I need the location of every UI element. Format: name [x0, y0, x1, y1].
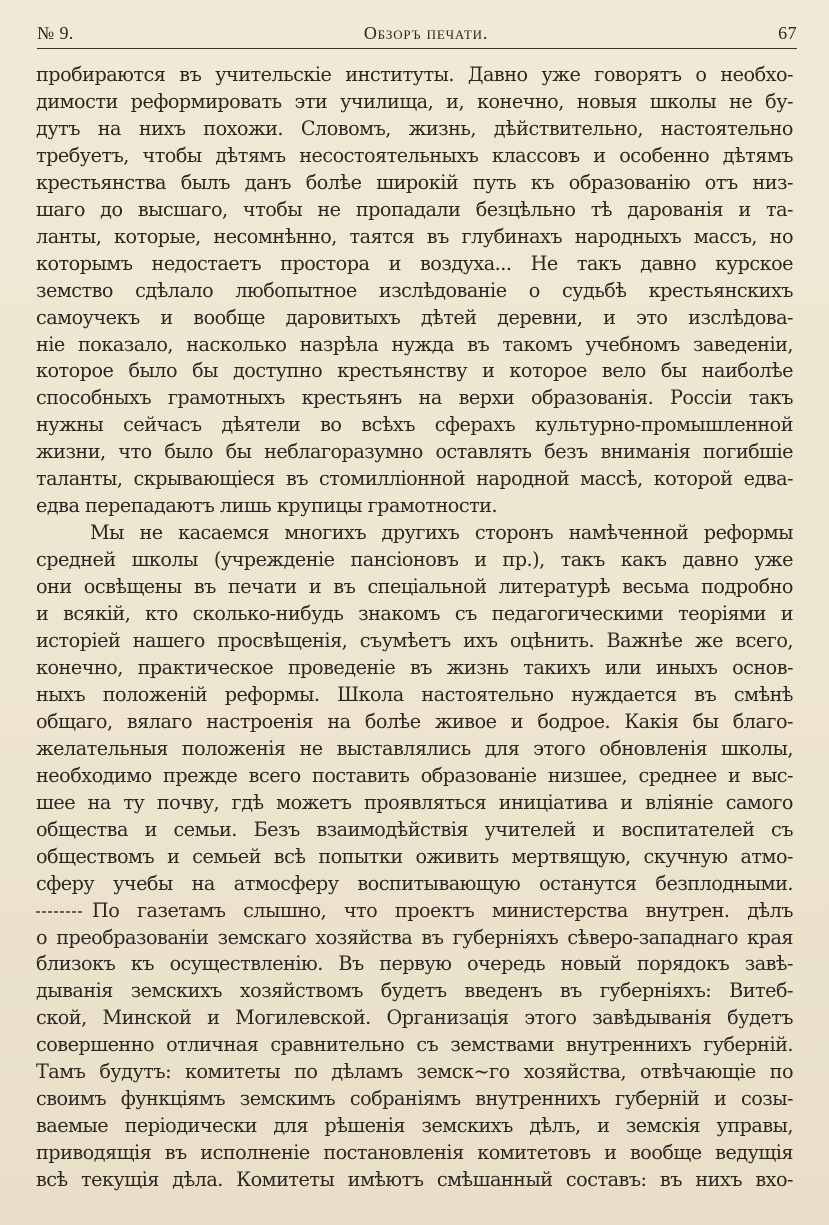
text-line: общаго, вялаго настроенія на болѣе живое и бодрое. Какія бы благо- [36, 709, 793, 733]
text-line: сферу учебы на атмосферу воспитывающую останутся безплодными. [36, 871, 793, 895]
text-line: и всякій, кто сколько-нибудь знакомъ съ педагогическими теоріями и [36, 602, 793, 626]
text-line: своимъ функціямъ земскимъ собраніямъ внутреннихъ губерній и созы- [36, 1087, 793, 1111]
text-line: нужны сейчасъ дѣятели во всѣхъ сферахъ культурно-промышленной [36, 413, 793, 437]
text-line: ланты, которые, несомнѣнно, таятся въ глубинахъ народныхъ массъ, но [36, 224, 793, 248]
text-line: ской, Минской и Могилевской. Организація этого завѣдыванія будетъ [36, 1006, 793, 1030]
text-line: совершенно отличная сравнительно съ земствами внутреннихъ губерній. [36, 1033, 793, 1057]
text-line: о преобразованіи земскаго хозяйства въ губерніяхъ сѣверо-западнаго края [36, 925, 793, 949]
text-line: общества и семьи. Безъ взаимодѣйствія учителей и воспитателей съ [36, 817, 793, 841]
text-line: которое было бы доступно крестьянству и которое вело бы наиболѣе [36, 359, 793, 383]
running-title: Обзоръ печати. [363, 23, 489, 43]
text-line: всѣ текущія дѣла. Комитеты имѣютъ смѣшанный составъ: въ нихъ вхо- [36, 1168, 793, 1192]
text-line: пробираются въ учительскіе институты. Давно уже говорятъ о необхо- [36, 63, 793, 86]
text-line: шаго до высшаго, чтобы не пропадали безцѣльно тѣ дарованія и та- [36, 197, 793, 221]
text-line: желательныя положенія не выставлялись для этого обновленія школы, [36, 736, 793, 760]
text-line: требуетъ, чтобы дѣтямъ несостоятельныхъ классовъ и особенно дѣтямъ [36, 143, 793, 167]
text-line: близокъ къ осуществленію. Въ первую очередь новый порядокъ завѣ- [36, 952, 793, 976]
text-line: дутъ на нихъ похожи. Словомъ, жизнь, дѣйствительно, настоятельно [36, 116, 793, 140]
text-line: таланты, скрывающіеся въ стомилліонной народной массѣ, которой едва- [36, 467, 793, 491]
paragraph-first-line: Мы не касаемся многихъ другихъ сторонъ намѣченной реформы [90, 521, 793, 545]
text-line: крестьянства былъ данъ болѣе широкій путь къ образованію отъ низ- [36, 170, 793, 194]
issue-number: № 9. [37, 23, 74, 43]
text-line: способныхъ грамотныхъ крестьянъ на верхи образованія. Россіи такъ [36, 386, 793, 410]
separator-dash [36, 911, 82, 913]
text-line: шее на ту почву, гдѣ можетъ проявляться иниціатива и вліяніе самого [36, 790, 793, 814]
text-line: которымъ недостаетъ простора и воздуха... Не такъ давно курское [36, 251, 793, 275]
text-line: необходимо прежде всего поставить образованіе низшее, среднее и выс- [36, 763, 793, 787]
text-line: самоучекъ и вообще даровитыхъ дѣтей деревни, и это изслѣдова- [36, 305, 793, 329]
text-line: дыванія земскихъ хозяйствомъ будетъ введенъ въ губерніяхъ: Витеб- [36, 979, 793, 1003]
page-number: 67 [778, 23, 797, 43]
news-item-lead: По газетамъ слышно, что проектъ министерства внутрен. дѣлъ [92, 898, 793, 922]
body-text [36, 62, 793, 1194]
text-line: ваемые періодически для рѣшенія земскихъ дѣлъ, и земскія управы, [36, 1114, 793, 1138]
text-line: ныхъ положеній реформы. Школа настоятельно нуждается въ смѣнѣ [36, 682, 793, 706]
page-header [37, 14, 797, 49]
text-line: димости реформировать эти училища, и, конечно, новыя школы не бу- [36, 89, 793, 113]
text-line: конечно, практическое проведеніе въ жизнь такихъ или иныхъ основ- [36, 655, 793, 679]
text-line: они освѣщены въ печати и въ спеціальной литературѣ весьма подробно [36, 575, 793, 599]
text-line: земство сдѣлало любопытное изслѣдованіе о судьбѣ крестьянскихъ [36, 278, 793, 302]
news-item-first-line [36, 898, 793, 925]
text-line: ніе показало, насколько назрѣла нужда въ такомъ учебномъ заведеніи, [36, 332, 793, 356]
text-line: приводящія въ исполненіе постановленія комитетовъ и вообще ведущія [36, 1141, 793, 1165]
paragraph-last-line: едва перепадаютъ лишь крупицы грамотности. [36, 494, 498, 518]
text-line: средней школы (учрежденіе пансіоновъ и пр.), такъ какъ давно уже [36, 548, 793, 572]
text-line: жизни, что было бы неблагоразумно оставлять безъ вниманія погибшіе [36, 440, 793, 464]
text-line: обществомъ и семьей всѣ попытки оживить мертвящую, скучную атмо- [36, 844, 793, 868]
text-line: исторіей нашего просвѣщенія, съумѣетъ ихъ оцѣнить. Важнѣе же всего, [36, 629, 793, 653]
text-line: Тамъ будутъ: комитеты по дѣламъ земск~го хозяйства, отвѣчающіе по [36, 1060, 793, 1084]
